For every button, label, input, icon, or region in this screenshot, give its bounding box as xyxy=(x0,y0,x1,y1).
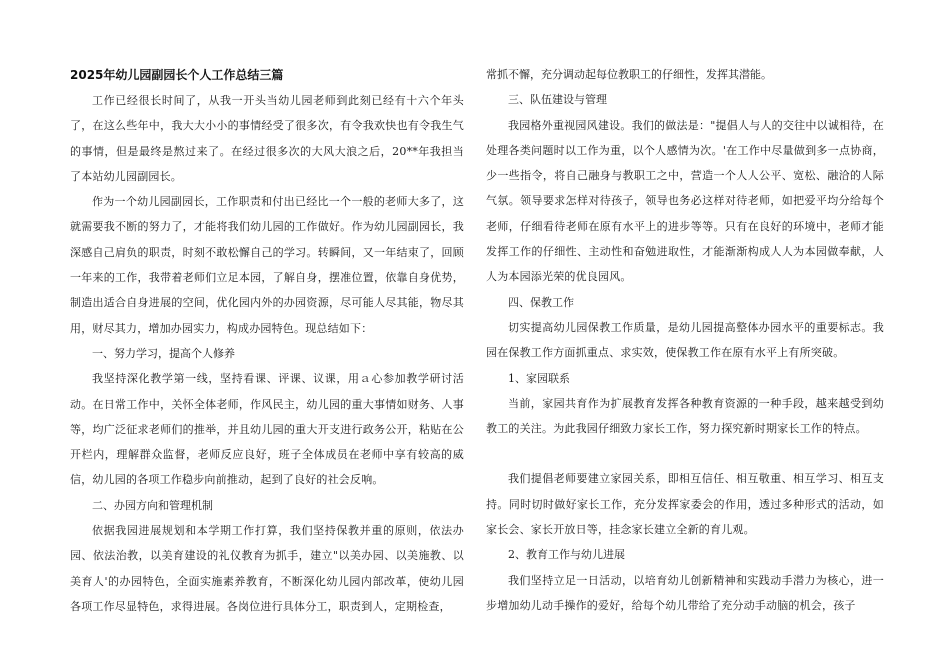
paragraph: 作为一个幼儿园副园长，工作职责和付出已经比一个一般的老师大多了，这就需要我不断的努力了，才能将我们幼儿园的工作做好。作为幼儿园副园长，我深感自己肩负的职责，时刻不敢松懈自己的学习。转瞬间，又一年结束了，回顾一年来的工作，我带着老师们立足本园，了解自身，摆准位置，依靠自身优势，制造出适合自身进展的空间，优化园内外的办园资源，尽可能人尽其能，物尽其用，财尽其力，增加办园实力，构成办园特色。现总结如下： xyxy=(70,195,464,335)
paragraph: 当前，家园共育作为扩展教育发挥各种教育资源的一种手段，越来越受到幼教工的关注。为此我园仔细致力家长工作，努力探究新时期家长工作的特点。 xyxy=(486,396,884,436)
left-column xyxy=(70,62,464,619)
subsection-heading: 2、教育工作与幼儿进展 xyxy=(508,548,625,562)
section-heading: 一、努力学习，提高个人修养 xyxy=(92,346,235,360)
subsection-heading: 1、家园联系 xyxy=(508,371,570,385)
section-heading: 四、保教工作 xyxy=(508,295,574,309)
section-heading: 二、办园方向和管理机制 xyxy=(92,498,213,512)
paragraph: 我们提倡老师要建立家园关系，即相互信任、相互敬重、相互学习、相互支持。同时切时做好家长工作，充分发挥家委会的作用，透过多种形式的活动，如家长会、家长开放日等，挂念家长建立全新的育儿观。 xyxy=(486,472,884,537)
document-title: 2025年幼儿园副园长个人工作总结三篇 xyxy=(70,68,284,82)
paragraph: 我坚持深化教学第一线，坚持看课、评课、议课，用ａ心参加教学研讨活动。在日常工作中，关怀全体老师，作风民主，幼儿园的重大事情如财务、人事等，均广泛征求老师们的推举，并且幼儿园的重大开支进行政务公开，粘贴在公开栏内，理解群众监督，老师反应良好，班子全体成员在老师中享有较高的威信，幼儿园的各项工作稳步向前推动，起到了良好的社会反响。 xyxy=(70,372,464,487)
section-heading: 三、队伍建设与管理 xyxy=(508,93,607,107)
paragraph: 我们坚持立足一日活动，以培育幼儿创新精神和实践动手潜力为核心，进一步增加幼儿动手操作的爱好，给每个幼儿带给了充分动手动脑的机会，孩子 xyxy=(486,573,884,612)
paragraph: 我园格外重视园风建设。我们的做法是："提倡人与人的交往中以诚相待，在处理各类问题时以工作为重，以个人感情为次。'在工作中尽量做到多一点协商，少一些指令，将自己融身与教职工之中，营造一个人人公平、宽松、融洽的人际气氛。领导要求怎样对待孩子，领导也务必这样对待老师，如把爱平均分给每个老师，仔细看待老师在原有水平上的进步等等。只有在良好的环境中，老师才能发挥工作的仔细性、主动性和奋勉进取性，才能渐渐构成人人为本园做奉献，人人为本园添光荣的优良园风。 xyxy=(486,118,884,284)
paragraph: 工作已经很长时间了，从我一开头当幼儿园老师到此刻已经有十六个年头了，在这么些年中，我大大小小的事情经受了很多次，有令我欢快也有令我生气的事情，但是最终是熬过来了。在经过很多次的大风大浪之后，20**年我担当了本站幼儿园副园长。 xyxy=(70,94,464,183)
paragraph: 依据我园进展规划和本学期工作打算，我们坚持保教并重的原则，依法办园、依法治教，以美育建设的礼仪教育为抓手，建立"以美办园、以美施教、以美育人'的办园特色，全面实施素养教育，不断深化幼儿园内部改革，使幼儿园各项工作尽显特色，求得进展。各岗位进行具体分工，职责到人，定期检查， xyxy=(70,524,464,613)
paragraph: 切实提高幼儿园保教工作质量，是幼儿园提高整体办园水平的重要标志。我园在保教工作方面抓重点、求实效，使保教工作在原有水平上有所突破。 xyxy=(486,320,884,360)
right-column xyxy=(486,62,884,618)
blank-line xyxy=(486,441,884,466)
paragraph-continuation: 常抓不懈，充分调动起每位教职工的仔细性，发挥其潜能。 xyxy=(486,68,772,81)
